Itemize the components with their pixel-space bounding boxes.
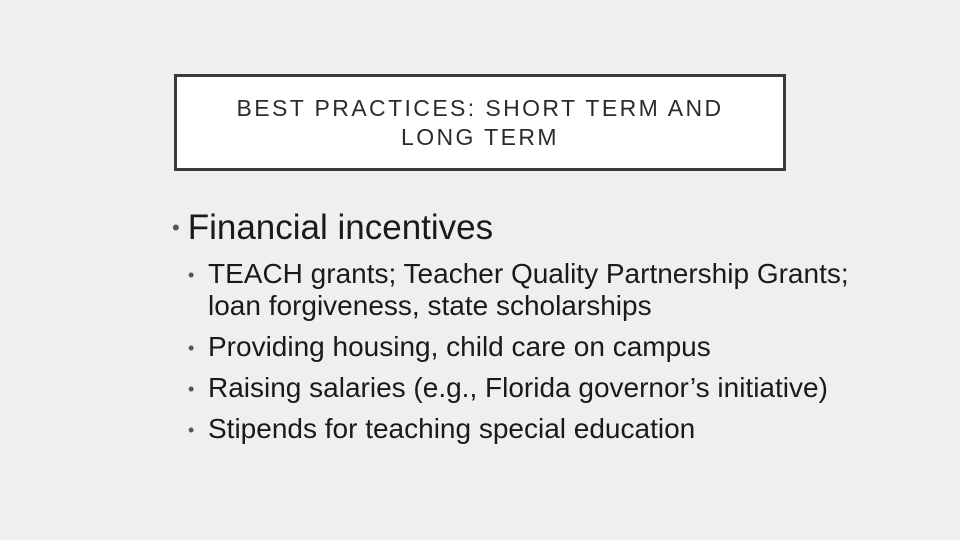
bullet-content xyxy=(172,206,852,454)
sub-bullet-list xyxy=(172,258,852,445)
slide-title-line-2: LONG TERM xyxy=(401,123,559,150)
sub-bullet-text: TEACH grants; Teacher Quality Partnership Grants; loan forgiveness, state scholarships xyxy=(208,258,849,321)
sub-bullet-item xyxy=(188,331,852,363)
sub-bullet-text: Stipends for teaching special education xyxy=(208,413,696,444)
sub-bullet-text: Providing housing, child care on campus xyxy=(208,331,711,362)
title-box xyxy=(174,74,786,171)
sub-bullet-item xyxy=(188,413,852,445)
sub-bullet-marker: • xyxy=(188,265,195,285)
slide-title xyxy=(237,94,724,152)
bullet-financial-incentives xyxy=(172,206,852,254)
sub-bullet-marker: • xyxy=(188,379,195,399)
sub-bullet-marker: • xyxy=(188,420,195,440)
sub-bullet-text: Raising salaries (e.g., Florida governor’s initiative) xyxy=(208,372,828,403)
bullet-label: Financial incentives xyxy=(187,208,494,247)
slide-title-line-1: BEST PRACTICES: SHORT TERM AND xyxy=(236,94,724,121)
bullet-marker: • xyxy=(172,215,180,240)
sub-bullet-marker: • xyxy=(188,338,195,358)
sub-bullet-item xyxy=(188,258,852,322)
sub-bullet-item xyxy=(188,372,852,404)
